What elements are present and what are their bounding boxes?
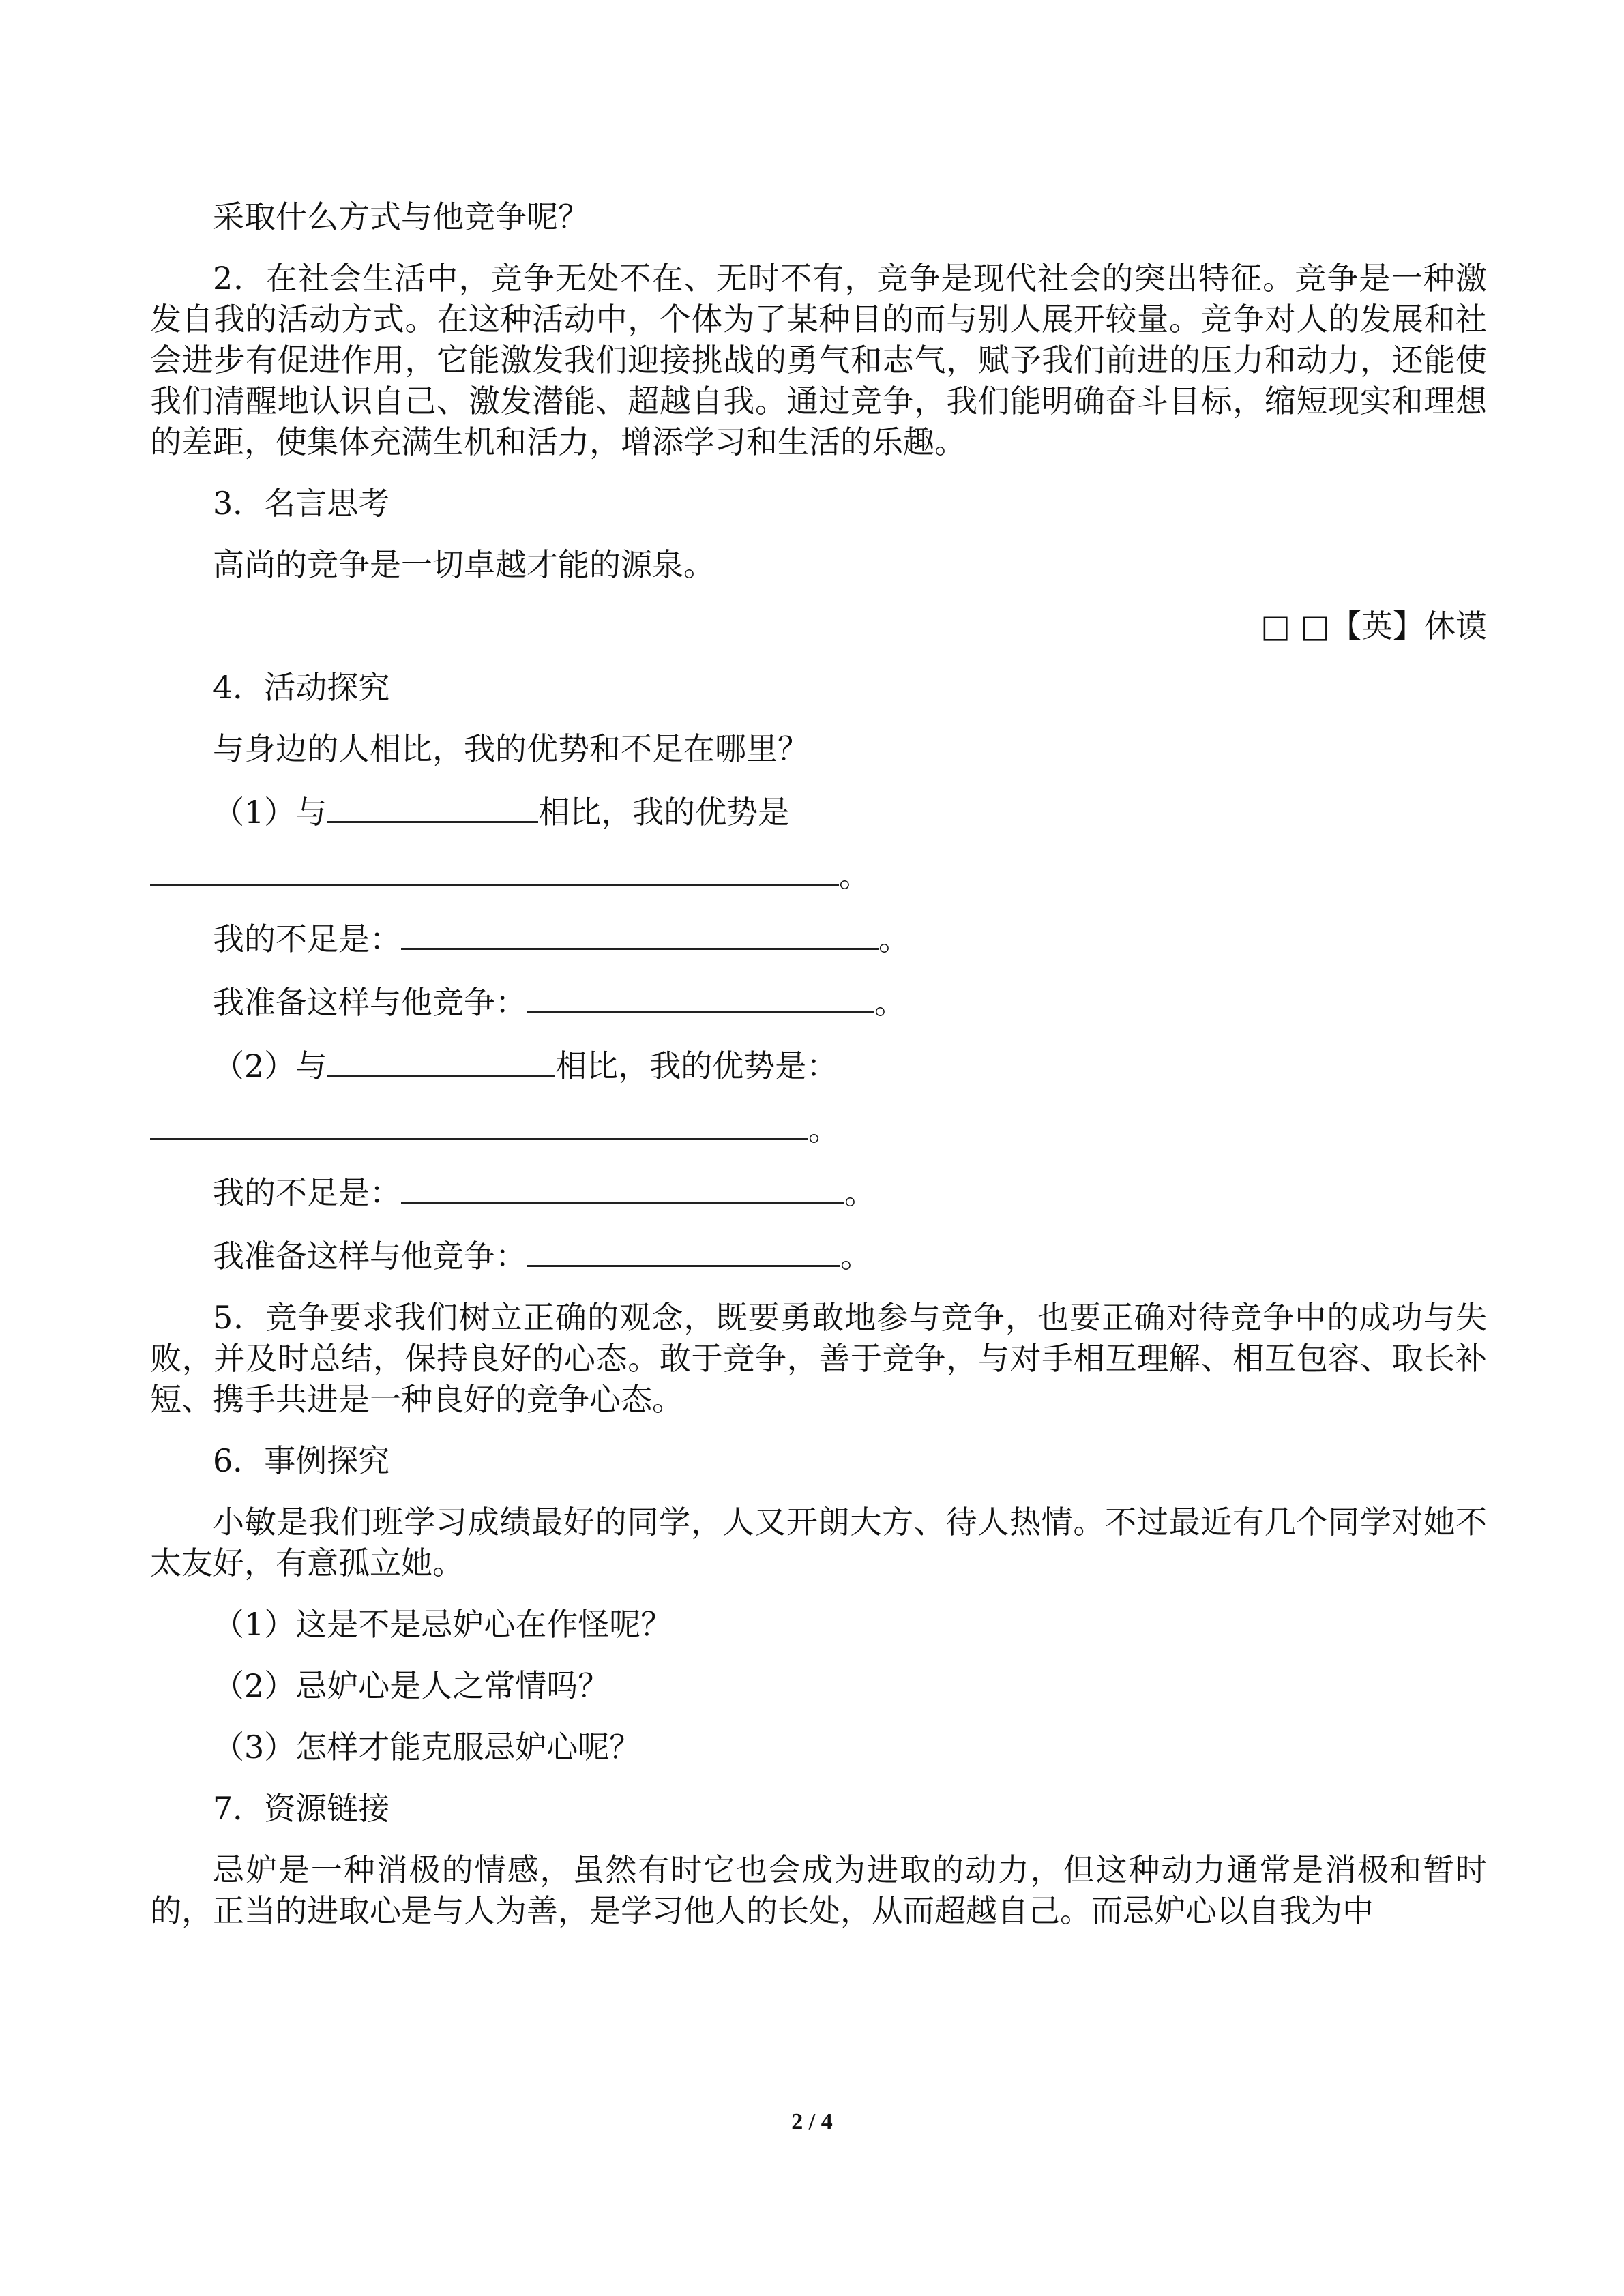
activity-question: 与身边的人相比，我的优势和不足在哪里？	[213, 730, 809, 767]
section-heading-case: 6．事例探究	[213, 1442, 390, 1479]
document-body	[150, 196, 1487, 1952]
paragraph-envy: 忌妒是一种消极的情感，虽然有时它也会成为进取的动力，但这种动力通常是消极和暂时的，正当的进取心是与人为善，是学习他人的长处，从而超越自己。而忌妒心以自我为中	[150, 1851, 1487, 1929]
compare-2-prefix: （2）与	[213, 1047, 327, 1084]
paragraph-question-continuation: 采取什么方式与他竞争呢？	[213, 198, 589, 235]
shortcoming-line-1	[150, 916, 1487, 959]
period: 。	[840, 1238, 872, 1274]
fill-blank-advantage-2[interactable]	[150, 1107, 808, 1140]
case-question-2: （2）忌妒心是人之常情吗？	[213, 1667, 610, 1704]
paragraph-competition-features: 2．在社会生活中，竞争无处不在、无时不有，竞争是现代社会的突出特征。竞争是一种激发自我的活动方式。在这种活动中，个体为了某种目的而与别人展开较量。竞争对人的发展和社会进步有促进作用，它能激发我们迎接挑战的勇气和志气，赋予我们前进的压力和动力，还能使我们清醒地认识自己、激发潜能、超越自我。通过竞争，我们能明确奋斗目标，缩短现实和理想的差距，使集体充满生机和活力，增添学习和生活的乐趣。	[150, 260, 1487, 460]
quote-attribution: □ □【英】休谟	[1260, 608, 1487, 644]
plan-line-2	[150, 1234, 1487, 1277]
fill-blank-shortcoming-2[interactable]	[401, 1170, 844, 1204]
compare-1-suffix: 相比，我的优势是	[538, 794, 790, 831]
section-heading-quote: 3．名言思考	[213, 485, 390, 522]
compare-1-prefix: （1）与	[213, 794, 327, 831]
fill-blank-plan-2[interactable]	[527, 1234, 840, 1267]
shortcoming-1-label: 我的不足是：	[213, 921, 401, 957]
plan-line-1	[150, 980, 1487, 1023]
case-question-3: （3）怎样才能克服忌妒心呢？	[213, 1729, 641, 1765]
period: 。	[808, 1111, 840, 1148]
period: 。	[839, 857, 870, 894]
compare-line-1	[150, 790, 1487, 833]
case-description: 小敏是我们班学习成绩最好的同学，人又开朗大方、待人热情。不过最近有几个同学对她不太友好，有意孤立她。	[150, 1504, 1487, 1581]
compare-2-suffix: 相比，我的优势是：	[555, 1047, 838, 1084]
fill-blank-shortcoming-1[interactable]	[401, 916, 879, 950]
shortcoming-line-2	[150, 1170, 1487, 1213]
period: 。	[844, 1174, 876, 1211]
paragraph-correct-attitude: 5．竞争要求我们树立正确的观念，既要勇敢地参与竞争，也要正确对待竞争中的成功与失败，并及时总结，保持良好的心态。敢于竞争，善于竞争，与对手相互理解、相互包容、取长补短、携手共进是一种良好的竞争心态。	[150, 1299, 1487, 1418]
page-number: 2 / 4	[791, 2109, 833, 2134]
quote-text: 高尚的竞争是一切卓越才能的源泉。	[213, 546, 715, 583]
fill-blank-compare-person-1[interactable]	[327, 790, 538, 823]
shortcoming-2-label: 我的不足是：	[213, 1174, 401, 1211]
period: 。	[879, 921, 910, 957]
section-heading-resources: 7．资源链接	[213, 1790, 390, 1827]
compare-line-2	[150, 1043, 1487, 1086]
advantage-line-2	[150, 1107, 1487, 1150]
case-question-1: （1）这是不是忌妒心在作怪呢？	[213, 1606, 673, 1643]
section-heading-activity: 4．活动探究	[213, 669, 390, 706]
period: 。	[874, 984, 906, 1021]
fill-blank-advantage-1[interactable]	[150, 853, 839, 886]
fill-blank-compare-person-2[interactable]	[327, 1043, 555, 1077]
plan-2-label: 我准备这样与他竞争：	[213, 1238, 527, 1274]
fill-blank-plan-1[interactable]	[527, 980, 874, 1013]
advantage-line-1	[150, 853, 1487, 896]
plan-1-label: 我准备这样与他竞争：	[213, 984, 527, 1021]
